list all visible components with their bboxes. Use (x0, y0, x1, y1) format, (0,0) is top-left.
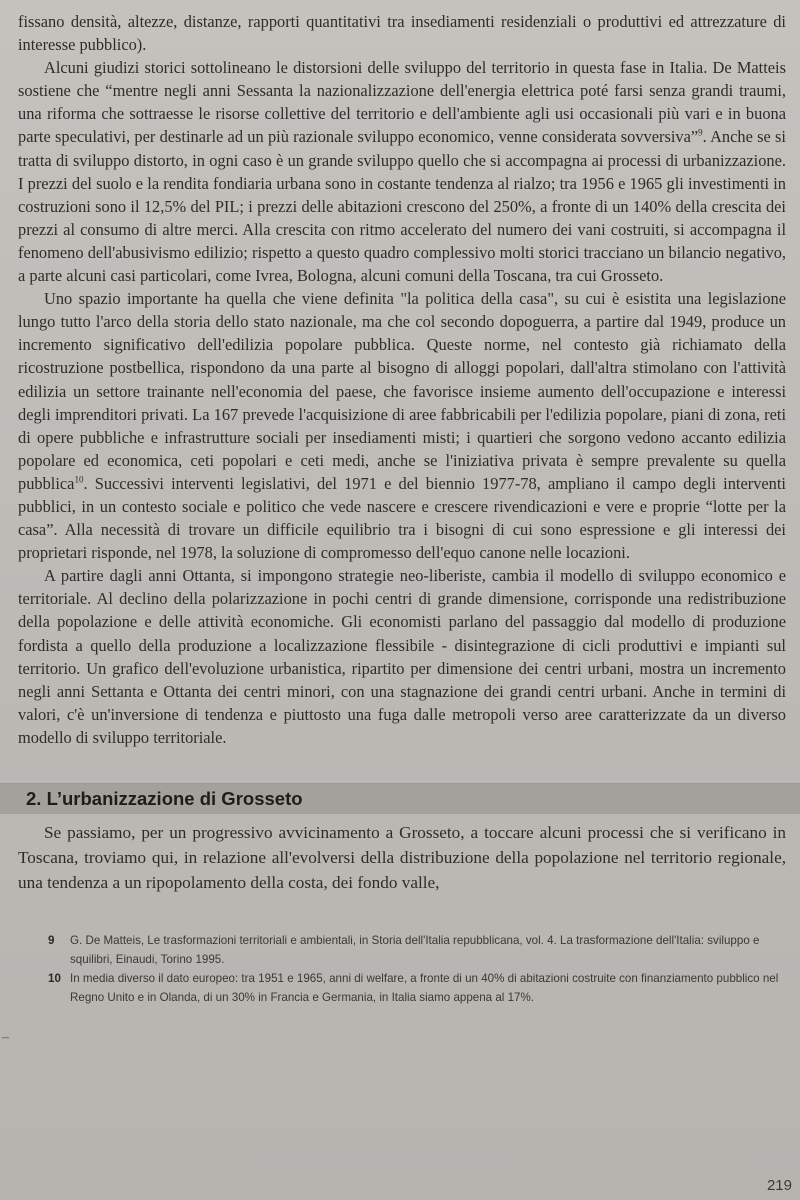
body-text (18, 10, 786, 749)
footnote-ref-10: 10 (74, 474, 84, 485)
section-text (18, 820, 786, 895)
footnote-9 (48, 931, 786, 969)
footnote-number: 10 (48, 972, 61, 985)
paragraph-2 (18, 56, 786, 287)
paragraph-2-text: Alcuni giudizi storici sottolineano le distorsioni delle sviluppo del territorio in questa fase in Italia. De Matteis sostiene che “mentre negli anni Sessanta la nazionalizzazione dell'energia elettrica poté farsi senza grandi traumi, una riforma che sottraesse le risorse collettive del territorio e dell'ambiente agli usi occasionali più vari e in buona parte speculativi, per destinarle ad un più razionale sviluppo economico, venne considerata sovversiva” (18, 58, 786, 147)
section-paragraph-1: Se passiamo, per un progressivo avvicinamento a Grosseto, a toccare alcuni processi che si verificano in Toscana, troviamo qui, in relazione all'evolversi della distribuzione della popolazione nel territorio regionale, una tendenza a un ripopolamento della costa, dei fondo valle, (18, 823, 786, 892)
margin-mark: – (2, 1030, 9, 1045)
paragraph-3-text: Uno spazio importante ha quella che viene definita "la politica della casa", su cui è esistita una legislazione lungo tutto l'arco della storia dello stato nazionale, ma che col secondo dopoguerra, a partire dal 1949, produce un incremento significativo dell'edilizia popolare pubblica. Queste norme, nel contesto già richiamato della ricostruzione postbellica, rispondono da una parte al bisogno di alloggi popolari, dall'altra stimolano con l'attività edilizia un settore trainante nell'economia del paese, che favorisce insieme aumento dell'occupazione e interessi degli imprenditori privati. La 167 prevede l'acquisizione di aree fabbricabili per l'edilizia popolare, piani di zona, reti di opere pubbliche e infrastrutture sociali per insediamenti misti; i quartieri che sorgono vedono accanto edilizia popolare ed economica, ceti popolari e ceti medi, anche se l'iniziativa privata è sempre prevalente su quella pubblica (18, 289, 786, 493)
footnote-10 (48, 969, 786, 1007)
footnote-text: G. De Matteis, Le trasformazioni territoriali e ambientali, in Storia dell'Italia repubblicana, vol. 4. La trasformazione dell'Italia: sviluppo e squilibri, Einaudi, Torino 1995. (70, 934, 760, 966)
footnotes (18, 931, 786, 1007)
footnote-number: 9 (48, 934, 55, 947)
section-title: 2. L’urbanizzazione di Grosseto (26, 788, 303, 809)
footnote-ref-9: 9 (698, 128, 703, 138)
paragraph-3-text-cont: . Successivi interventi legislativi, del 1971 e del biennio 1977-78, ampliano il campo degli interventi pubblici, in un contesto sociale e politico che vede nascere e crescere rivendicazioni e vere e proprie “lotte per la casa”. Alla necessità di trovare un difficile equilibrio tra i bisogni di cui sono espressione e gli interessi dei proprietari risponde, nel 1978, la soluzione di compromesso dell'equo canone nelle locazioni. (18, 473, 786, 563)
paragraph-2-text-cont: . Anche se si tratta di sviluppo distorto, in ogni caso è un grande sviluppo quello che si accompagna ai processi di urbanizzazione. I prezzi del suolo e la rendita fondiaria urbana sono in costante tendenza al rialzo; tra 1956 e 1965 gli investimenti in costruzioni sono il 12,5% del PIL; i prezzi delle abitazioni crescono del 250%, a fronte di un 140% della crescita dei prezzi al consumo di altre merci. Alla crescita con ritmo accelerato del numero dei vani costruiti, si accompagna il fenomeno dell'abusivismo edilizio; rispetto a questo quadro complessivo molti storici tracciano un bilancio negativo, a parte alcuni casi particolari, come Ivrea, Bologna, alcuni comuni della Toscana, tra cui Grosseto. (18, 127, 786, 286)
paragraph-3 (18, 287, 786, 564)
footnote-text: In media diverso il dato europeo: tra 1951 e 1965, anni di welfare, a fronte di un 40% di abitazioni costruite con finanziamento pubblico nel Regno Unito e in Olanda, di un 30% in Francia e Germania, in Italia siamo appena al 17%. (70, 972, 779, 1004)
paragraph-1: fissano densità, altezze, distanze, rapporti quantitativi tra insediamenti residenziali o produttivi ed attrezzature di interesse pubblico). (18, 12, 786, 55)
paragraph-4: A partire dagli anni Ottanta, si impongono strategie neo-liberiste, cambia il modello di sviluppo economico e territoriale. Al declino della polarizzazione in pochi centri di grande dimensione, corrisponde una redistribuzione della popolazione e delle attività economiche. Gli economisti parlano del passaggio dal modello di produzione fordista a quello della produzione a localizzazione flessibile - disintegrazione di cicli produttivi e impianti sul territorio. Un grafico dell'evoluzione urbanistica, ripartito per dimensione dei centri urbani, mostra un incremento negli anni Settanta e Ottanta dei centri minori, con una stagnazione dei grandi centri urbani. Anche in termini di valori, c'è un'inversione di tendenza e piuttosto una fuga dalle metropoli verso aree caratterizzate da un diverso modello di sviluppo territoriale. (18, 566, 786, 747)
section-heading-bar (0, 783, 800, 814)
page-number: 219 (766, 1177, 792, 1194)
